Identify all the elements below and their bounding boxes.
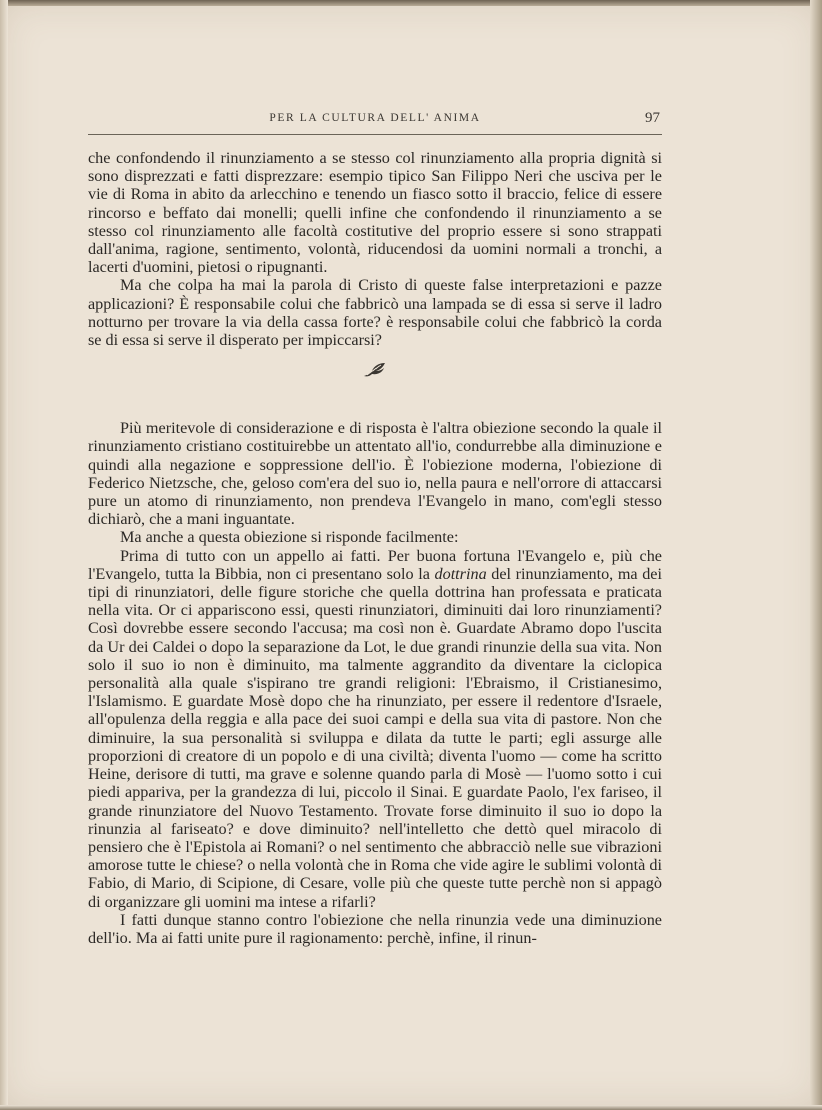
paragraph-text: I fatti dunque stanno contro l'obiezione che nella rinunzia vede una diminuzione dell'io. Ma ai fatti unite pure il ragionamento: perchè, infine, il rinun-	[88, 910, 662, 947]
paragraph	[88, 419, 662, 528]
section-ornament	[88, 349, 662, 419]
paragraph	[88, 276, 662, 349]
paragraph-text: Ma anche a questa obiezione si risponde facilmente:	[120, 528, 459, 547]
paragraph	[88, 528, 662, 546]
paragraph	[88, 911, 662, 947]
paragraph	[88, 547, 662, 911]
page-top-edge	[0, 0, 822, 6]
paragraph-text: del rinunziamento, ma dei tipi di rinunziatori, delle figure storiche che quella dottrina han professata e praticata nella vita. Or ci appariscono essi, questi rinunziatori, diminuiti dai loro rinunziamenti? Così dovrebbe essere secondo l'accusa; ma così non è. Guardate Abramo dopo l'uscita da Ur dei Caldei o dopo la separazione da Lot, le due grandi rinunzie della sua vita. Non solo il suo io non è diminuito, ma talmente aggrandito da diventare la ciclopica personalità alla quale s'ispirano tre grandi religioni: l'Ebraismo, il Cristianesimo, l'Islamismo. E guardate Mosè dopo che ha rinunziato, per essere il redentore d'Israele, all'opulenza della reggia e alla pace dei suoi campi e della sua vita di pastore. Non che diminuire, la sua personalità si sviluppa e dilata da tutte le parti; egli assurge alle proporzioni di creatore di un popolo e di una civiltà; diventa l'uomo — come ha scritto Heine, derisore di tutti, ma grave e solenne quando parla di Mosè — l'uomo sotto i cui piedi appariva, per la grandezza di lui, piccolo il Sinai. E guardate Paolo, l'ex fariseo, il grande rinunziatore del Nuovo Testamento. Trovate forse diminuito il suo io dopo la rinunzia al fariseato? e dove diminuito? nell'intelletto che dettò quel miracolo di pensiero che è l'Epistola ai Romani? o nel sentimento che abbracciò nelle sue vibrazioni amorose tutte le chiese? o nella volontà che in Roma che vide agire le sublimi volontà di Fabio, di Mario, di Scipione, di Cesare, volle più che queste tutte perchè non si appagò di organizzare gli uomini ma intese a rifarli?	[88, 564, 662, 911]
paragraph-text: Ma che colpa ha mai la parola di Cristo di queste false interpretazioni e pazze applicazioni? È responsabile colui che fabbricò una lampada se di essa si serve il ladro notturno per trovare la via della cassa forte? è responsabile colui che fabbricò la corda se di essa si serve il disperato per impiccarsi?	[88, 276, 662, 350]
page-number: 97	[645, 110, 660, 126]
body-text	[88, 149, 662, 947]
paragraph-text: Prima di tutto con un appello ai fatti. Per buona fortuna l'Evangelo e, più che l'Evangelo, tutta la Bibbia, non ci presentano solo la	[88, 546, 662, 583]
paragraph	[88, 149, 662, 276]
paragraph-text: Più meritevole di considerazione e di risposta è l'altra obiezione secondo la quale il rinunziamento cristiano costituirebbe un attentato all'io, condurrebbe alla diminuzione e quindi alla negazione e soppressione dell'io. È l'obiezione moderna, l'obiezione di Federico Nietzsche, che, geloso com'era del suo io, nella paura e nell'orrore di attaccarsi pure un atomo di rinunziamento, non prendeva l'Evangelo in mano, com'egli stesso dichiarò, che a mani inguantate.	[88, 419, 662, 529]
page-right-edge	[810, 0, 822, 1110]
page-bottom-edge	[0, 1105, 822, 1110]
running-title: PER LA CULTURA DELL' ANIMA	[269, 112, 481, 124]
leaf-fleuron-icon	[362, 365, 388, 383]
emphasized-word: dottrina	[434, 564, 487, 583]
page-left-edge	[0, 0, 8, 1110]
running-head	[88, 110, 662, 135]
paragraph-text: che confondendo il rinunziamento a se stesso col rinunziamento alla propria dignità si sono disprezzati e fatti disprezzare: esempio tipico San Filippo Neri che usciva per le vie di Roma in abito da arlecchino e tenendo un fiasco sotto il braccio, felice di essere rincorso e beffato dai monelli; quelli infine che confondendo il rinunziamento a se stesso col rinunziamento alle facoltà costitutive del proprio essere si sono strappati dall'anima, ragione, sentimento, volontà, riducendosi da uomini normali a tronchi, a lacerti d'uomini, pietosi o ripugnanti.	[88, 149, 662, 277]
